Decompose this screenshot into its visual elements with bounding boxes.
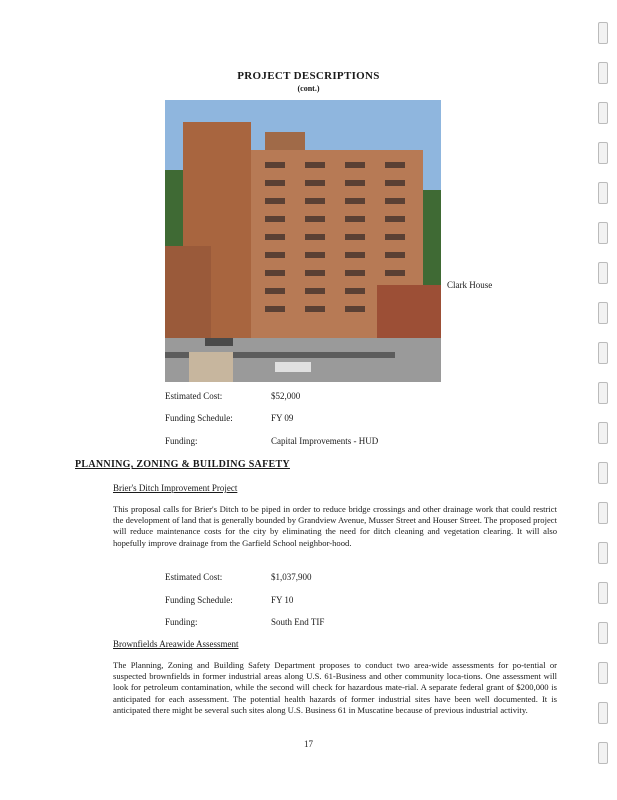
page-number: 17 [304, 739, 313, 749]
binder-tab [598, 502, 608, 524]
brownfields-description: The Planning, Zoning and Building Safety Department proposes to conduct two area-wide assessments for po-tential or suspected brownfields in former industrial areas along U.S. 61-Business and other community loca-tions. One assessment will look for petroleum contamination, while the second will check for hazardous mate-rial. A separate federal grant of $200,000 is anticipated for each assessment. The potential health hazards of former industrial sites have been well documented. It is anticipated there might be several such sites along U.S. Business 61 in Muscatine because of previous industrial activity. [113, 660, 557, 715]
binder-tab [598, 142, 608, 164]
briers-ditch-heading: Brier's Ditch Improvement Project [113, 483, 238, 493]
briers-ditch-description: This proposal calls for Brier's Ditch to be piped in order to reduce bridge crossings and other drainage work that could restrict the development of land that is generally bounded by Grandview Avenue, Musser Street and Houser Street. The proposed project will reduce maintenance costs for the city by eliminating the need for ditch cleaning and vegetation clearing. It will also hopefully improve drainage from the Garfield School neighbor-hood. [113, 504, 557, 548]
binder-tab [598, 462, 608, 484]
page-subtitle: (cont.) [297, 84, 320, 93]
funding-schedule-value: FY 09 [271, 413, 294, 423]
binder-tab [598, 222, 608, 244]
section-heading: PLANNING, ZONING & BUILDING SAFETY [75, 459, 290, 470]
binder-tab [598, 302, 608, 324]
binder-tab [598, 62, 608, 84]
binder-tab [598, 182, 608, 204]
funding-label: Funding: [165, 436, 198, 446]
binder-tab [598, 742, 608, 764]
binder-tab [598, 382, 608, 404]
page-title: PROJECT DESCRIPTIONS [237, 70, 380, 82]
clark-house-photo [165, 100, 441, 382]
photo-caption: Clark House [447, 280, 493, 290]
briers-funding-value: South End TIF [271, 617, 325, 627]
estimated-cost-value: $52,000 [271, 391, 301, 401]
brownfields-heading: Brownfields Areawide Assessment [113, 639, 239, 649]
briers-schedule-label: Funding Schedule: [165, 595, 233, 605]
binder-tab [598, 422, 608, 444]
funding-value: Capital Improvements - HUD [271, 436, 379, 446]
binder-tab [598, 622, 608, 644]
briers-cost-label: Estimated Cost: [165, 572, 223, 582]
binder-tab [598, 702, 608, 724]
binder-tab [598, 342, 608, 364]
briers-schedule-value: FY 10 [271, 595, 294, 605]
binder-tab [598, 582, 608, 604]
binder-tab [598, 542, 608, 564]
briers-funding-label: Funding: [165, 617, 198, 627]
briers-cost-value: $1,037,900 [271, 572, 312, 582]
funding-schedule-label: Funding Schedule: [165, 413, 233, 423]
binder-tab [598, 102, 608, 124]
binder-tab [598, 662, 608, 684]
binder-tab [598, 22, 608, 44]
estimated-cost-label: Estimated Cost: [165, 391, 223, 401]
binder-tab [598, 262, 608, 284]
